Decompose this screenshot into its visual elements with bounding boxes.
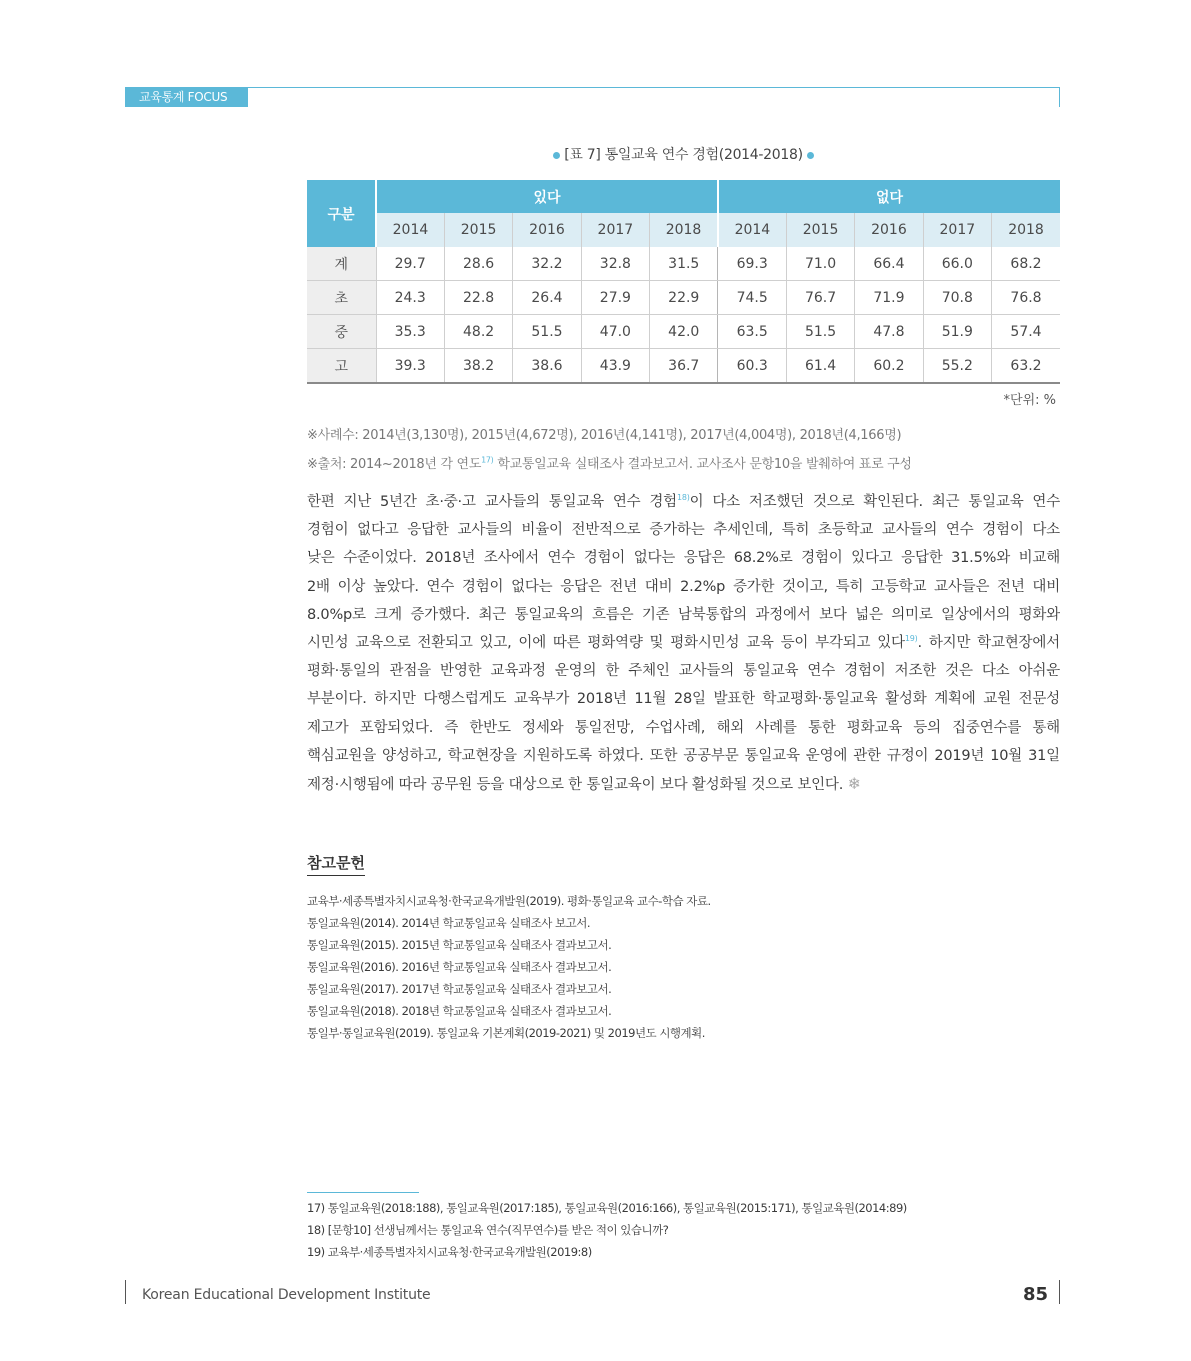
year-header: 2018 — [992, 213, 1060, 247]
group-header-no: 없다 — [718, 180, 1060, 213]
table-cell: 43.9 — [581, 349, 649, 384]
table-cell: 28.6 — [444, 247, 512, 281]
body-line: 핵심교원을 양성하고, 학교현장을 지원하도록 하였다. 또한 공공부문 통일교육 운영에 관한 규정이 2019년 10월 31일 — [307, 747, 1060, 764]
body-line: 평화·통일의 관점을 반영한 교육과정 운영의 한 주체인 교사들의 통일교육 연수 경험이 저조한 것은 다소 아쉬운 — [307, 663, 1060, 680]
row-label: 고 — [307, 349, 376, 384]
body-paragraph — [307, 488, 1060, 798]
reference-item: 통일교육원(2018). 2018년 학교통일교육 실태조사 결과보고서. — [307, 1004, 612, 1018]
footer-organization: Korean Educational Development Institute — [142, 1287, 431, 1303]
body-line — [307, 629, 1060, 657]
footer-rule-right — [1059, 1280, 1060, 1304]
table-cell: 38.2 — [444, 349, 512, 384]
table-cell: 24.3 — [376, 281, 444, 315]
table-cell: 26.4 — [513, 281, 581, 315]
body-text-segment: 제정·시행됨에 따라 공무원 등을 대상으로 한 통일교육이 보다 활성화될 것으로 보인다. — [307, 776, 848, 793]
row-label: 초 — [307, 281, 376, 315]
table-cell: 68.2 — [992, 247, 1060, 281]
header-rule-end — [1059, 87, 1060, 107]
year-header: 2015 — [786, 213, 854, 247]
table-caption — [307, 144, 1060, 164]
table-cell: 57.4 — [992, 315, 1060, 349]
references-title: 참고문헌 — [307, 852, 365, 876]
table-cell: 51.9 — [923, 315, 991, 349]
year-header: 2014 — [718, 213, 786, 247]
table-cell: 76.7 — [786, 281, 854, 315]
section-tab: 교육통계 FOCUS — [125, 87, 248, 107]
table-cell: 47.0 — [581, 315, 649, 349]
table-cell: 27.9 — [581, 281, 649, 315]
year-header: 2016 — [513, 213, 581, 247]
snowflake-icon: ❄ — [847, 773, 861, 793]
table-cell: 42.0 — [650, 315, 718, 349]
year-header: 2018 — [650, 213, 718, 247]
body-text-segment: 이 다소 저조했던 것으로 확인된다. 최근 통일교육 연수 — [689, 494, 1060, 510]
footnote-marker: 17) — [481, 455, 494, 465]
body-line: 8.0%p로 크게 증가했다. 최근 통일교육의 흐름은 기존 남북통합의 과정에서 보다 넓은 의미로 일상에서의 평화와 — [307, 606, 1060, 623]
table-cell: 70.8 — [923, 281, 991, 315]
footnote-marker: 18) — [676, 493, 690, 503]
body-line: 낮은 수준이었다. 2018년 조사에서 연수 경험이 없다는 응답은 68.2%로 경험이 있다고 응답한 31.5%와 비교해 — [307, 550, 1060, 567]
body-line: 경험이 없다고 응답한 교사들의 비율이 전반적으로 증가하는 추세인데, 특히 초등학교 교사들의 연수 경험이 다소 — [307, 522, 1060, 539]
unit-label: *단위: % — [1003, 393, 1056, 408]
body-text-segment: 시민성 교육으로 전환되고 있고, 이에 따른 평화역량 및 평화시민성 교육 등이 부각되고 있다 — [307, 634, 905, 651]
body-text-segment: . 하지만 학교현장에서 — [917, 634, 1060, 651]
body-text-segment: 한편 지난 5년간 초·중·고 교사들의 통일교육 연수 경험 — [307, 494, 677, 510]
table-cell: 31.5 — [650, 247, 718, 281]
reference-item: 통일교육원(2017). 2017년 학교통일교육 실태조사 결과보고서. — [307, 982, 612, 996]
year-header: 2016 — [855, 213, 923, 247]
year-header: 2017 — [581, 213, 649, 247]
body-line: 제고가 포함되었다. 즉 한반도 정세와 통일전망, 수업사례, 해외 사례를 통한 평화교육 등의 집중연수를 통해 — [307, 719, 1060, 736]
table-row — [307, 315, 1060, 349]
table-cell: 60.3 — [718, 349, 786, 384]
source-note — [307, 453, 912, 472]
header-rule — [248, 87, 1060, 88]
reference-item: 교육부·세종특별자치시교육청·한국교육개발원(2019). 평화·통일교육 교수-학습 자료. — [307, 894, 711, 908]
table-cell: 55.2 — [923, 349, 991, 384]
body-line — [307, 770, 1060, 798]
footnote-item: 17) 통일교육원(2018:188), 통일교육원(2017:185), 통일교육원(2016:166), 통일교육원(2015:171), 통일교육원(2014:89) — [307, 1201, 907, 1215]
page-number: 85 — [1022, 1284, 1048, 1305]
references-list — [307, 890, 711, 1044]
table-cell: 63.5 — [718, 315, 786, 349]
table-cell: 76.8 — [992, 281, 1060, 315]
table-cell: 63.2 — [992, 349, 1060, 384]
table-cell: 32.8 — [581, 247, 649, 281]
table-cell: 29.7 — [376, 247, 444, 281]
body-line: 부분이다. 하지만 다행스럽게도 교육부가 2018년 11월 28일 발표한 학교평화·통일교육 활성화 계획에 교원 전문성 — [307, 691, 1060, 708]
bullet-dot-icon — [807, 152, 814, 159]
table-cell: 35.3 — [376, 315, 444, 349]
table-cell: 32.2 — [513, 247, 581, 281]
source-note-text: 학교통일교육 실태조사 결과보고서. 교사조사 문항10을 발췌하여 표로 구성 — [493, 457, 912, 472]
table-row — [307, 281, 1060, 315]
table-cell: 51.5 — [513, 315, 581, 349]
reference-item: 통일교육원(2016). 2016년 학교통일교육 실태조사 결과보고서. — [307, 960, 612, 974]
bullet-dot-icon — [553, 152, 560, 159]
year-header: 2017 — [923, 213, 991, 247]
year-header: 2015 — [444, 213, 512, 247]
table-cell: 66.0 — [923, 247, 991, 281]
table-cell: 36.7 — [650, 349, 718, 384]
body-line: 2배 이상 높았다. 연수 경험이 없다는 응답은 전년 대비 2.2%p 증가한 것이고, 특히 고등학교 교사들은 전년 대비 — [307, 578, 1060, 595]
footer-rule-left — [125, 1280, 126, 1304]
table-cell: 71.9 — [855, 281, 923, 315]
table-cell: 51.5 — [786, 315, 854, 349]
table-caption-text: [표 7] 통일교육 연수 경험(2014-2018) — [564, 147, 803, 163]
table-cell: 39.3 — [376, 349, 444, 384]
table-cell: 22.9 — [650, 281, 718, 315]
table-cell: 74.5 — [718, 281, 786, 315]
year-header: 2014 — [376, 213, 444, 247]
table-cell: 48.2 — [444, 315, 512, 349]
table-cell: 66.4 — [855, 247, 923, 281]
sample-size-note: ※사례수: 2014년(3,130명), 2015년(4,672명), 2016년(4,141명), 2017년(4,004명), 2018년(4,166명) — [307, 428, 902, 443]
table-cell: 61.4 — [786, 349, 854, 384]
row-label: 계 — [307, 247, 376, 281]
table-cell: 71.0 — [786, 247, 854, 281]
reference-item: 통일교육원(2014). 2014년 학교통일교육 실태조사 보고서. — [307, 916, 591, 930]
footnote-rule — [307, 1192, 419, 1193]
source-note-text: ※출처: 2014~2018년 각 연도 — [307, 457, 482, 472]
row-label: 중 — [307, 315, 376, 349]
table-cell: 22.8 — [444, 281, 512, 315]
footnote-item: 18) [문항10] 선생님께서는 통일교육 연수(직무연수)를 받은 적이 있습니까? — [307, 1223, 669, 1237]
footnote-marker: 19) — [904, 634, 918, 644]
table-cell: 47.8 — [855, 315, 923, 349]
table-row — [307, 349, 1060, 384]
row-header-cell: 구분 — [307, 180, 376, 247]
table-cell: 69.3 — [718, 247, 786, 281]
reference-item: 통일부·통일교육원(2019). 통일교육 기본계획(2019-2021) 및 2019년도 시행계획. — [307, 1026, 705, 1040]
body-line — [307, 488, 1060, 516]
table-cell: 60.2 — [855, 349, 923, 384]
table-row — [307, 247, 1060, 281]
footnote-item: 19) 교육부·세종특별자치시교육청·한국교육개발원(2019:8) — [307, 1245, 592, 1259]
group-header-yes: 있다 — [376, 180, 718, 213]
footnotes-list — [307, 1197, 907, 1263]
training-experience-table — [307, 180, 1060, 384]
table-cell: 38.6 — [513, 349, 581, 384]
reference-item: 통일교육원(2015). 2015년 학교통일교육 실태조사 결과보고서. — [307, 938, 612, 952]
